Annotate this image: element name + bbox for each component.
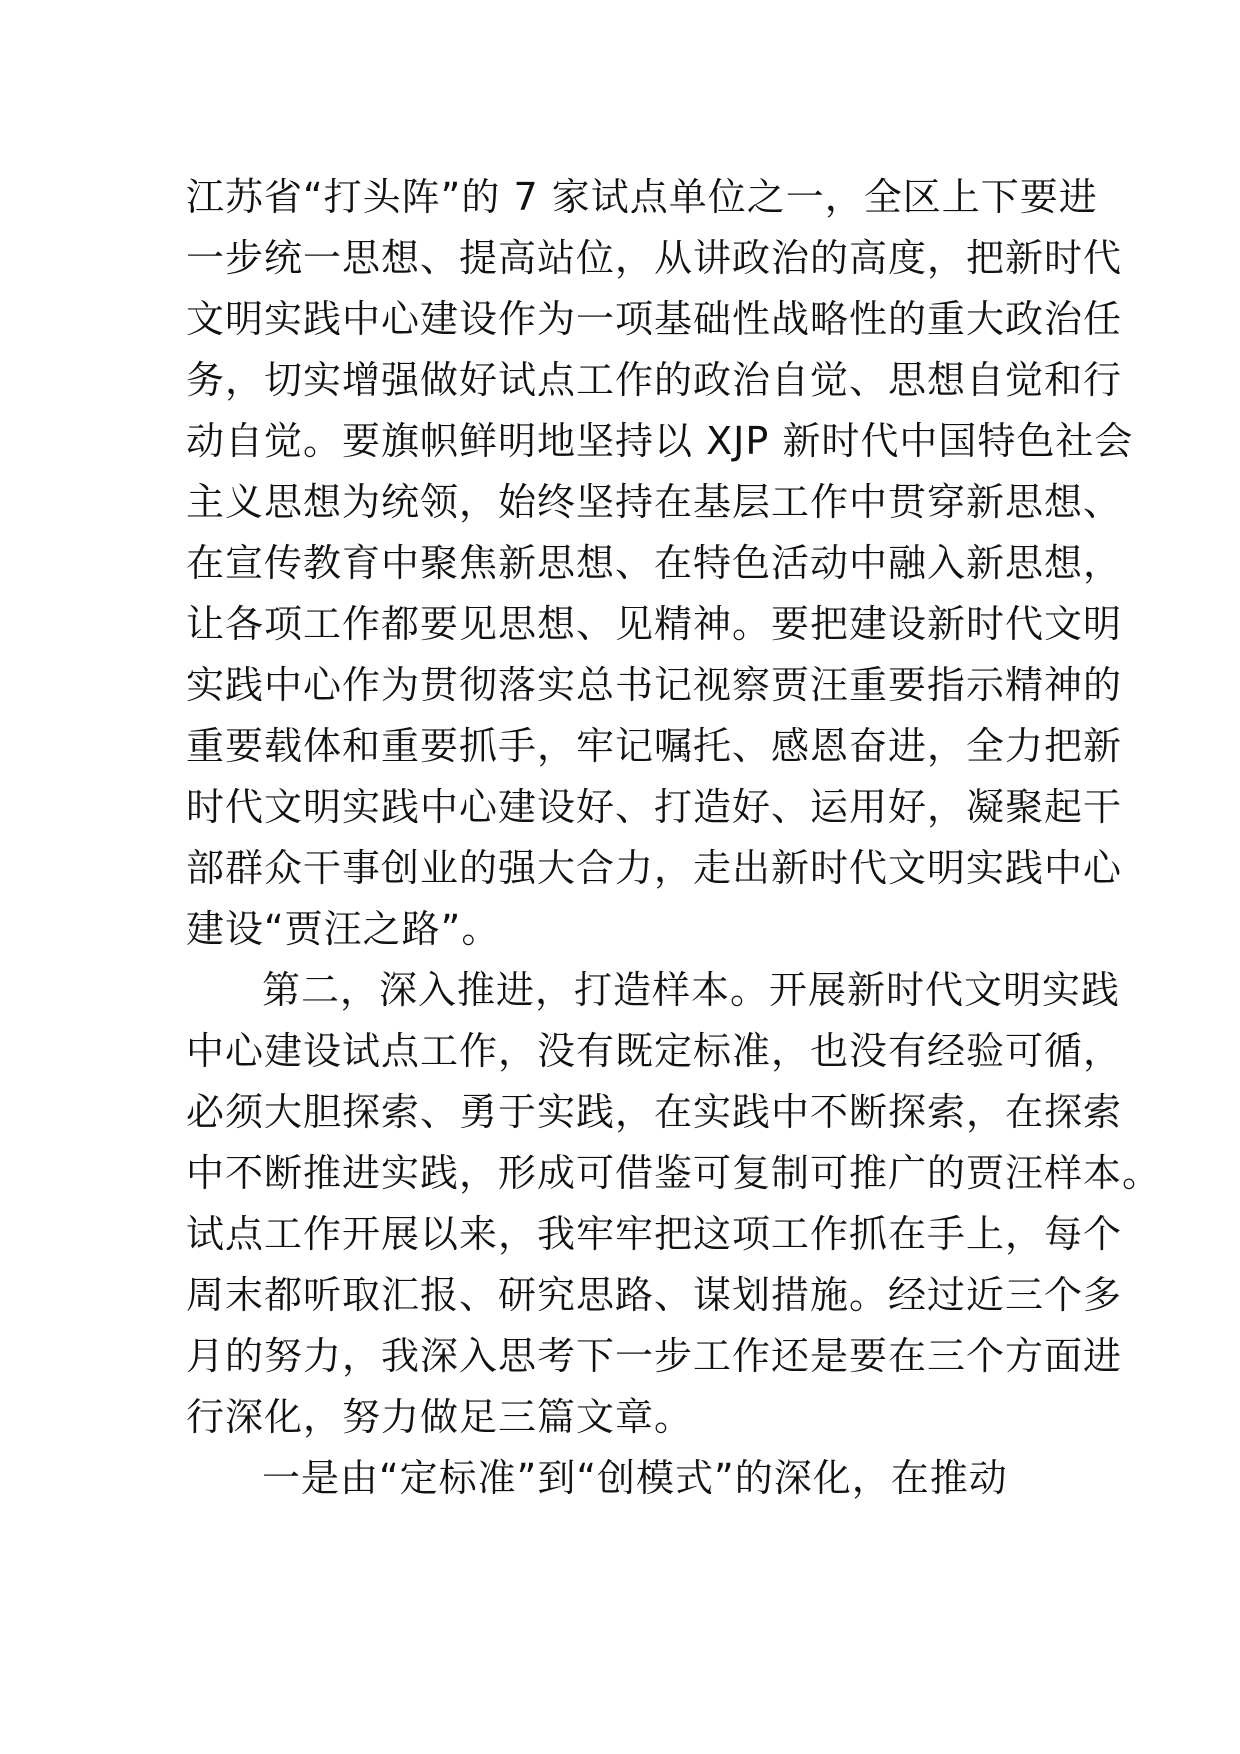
- text-line: 主义思想为统领，始终坚持在基层工作中贯穿新思想、: [186, 480, 1123, 524]
- text-line: 周末都听取汇报、研究思路、谋划措施。经过近三个多: [186, 1273, 1123, 1317]
- text-line: 文明实践中心建设作为一项基础性战略性的重大政治任: [186, 297, 1123, 341]
- text-line: 试点工作开展以来，我牢牢把这项工作抓在手上，每个: [186, 1212, 1123, 1256]
- text-line: 中心建设试点工作，没有既定标准，也没有经验可循，: [186, 1029, 1123, 1073]
- paragraph: [186, 960, 1162, 1448]
- paragraph: [186, 167, 1134, 960]
- text-line: 必须大胆探索、勇于实践，在实践中不断探索，在探索: [186, 1090, 1123, 1134]
- text-line: 月的努力，我深入思考下一步工作还是要在三个方面进: [186, 1334, 1123, 1378]
- text-line: 第二，深入推进，打造样本。开展新时代文明实践: [262, 968, 1121, 1012]
- text-line: 重要载体和重要抓手，牢记嘱托、感恩奋进，全力把新: [186, 724, 1123, 768]
- text-line: 时代文明实践中心建设好、打造好、运用好，凝聚起干: [186, 785, 1123, 829]
- text-line: 一步统一思想、提高站位，从讲政治的高度，把新时代: [186, 236, 1123, 280]
- paragraph: [186, 1448, 1066, 1509]
- text-line: 一是由“定标准”到“创模式”的深化，在推动: [262, 1456, 1008, 1500]
- text-line: 部群众干事创业的强大合力，走出新时代文明实践中心: [186, 846, 1123, 890]
- text-line: 在宣传教育中聚焦新思想、在特色活动中融入新思想，: [186, 541, 1123, 585]
- text-line: 让各项工作都要见思想、见精神。要把建设新时代文明: [186, 602, 1123, 646]
- text-line: 中不断推进实践，形成可借鉴可复制可推广的贾汪样本。: [186, 1151, 1162, 1195]
- text-line: 行深化，努力做足三篇文章。: [186, 1395, 694, 1439]
- document-body: [186, 167, 1162, 1509]
- text-line: 务，切实增强做好试点工作的政治自觉、思想自觉和行: [186, 358, 1123, 402]
- text-line: 建设“贾汪之路”。: [186, 907, 501, 951]
- text-line: 实践中心作为贯彻落实总书记视察贾汪重要指示精神的: [186, 663, 1123, 707]
- text-line: 江苏省“打头阵”的 7 家试点单位之一，全区上下要进: [186, 175, 1098, 219]
- text-line: 动自觉。要旗帜鲜明地坚持以 XJP 新时代中国特色社会: [186, 419, 1134, 463]
